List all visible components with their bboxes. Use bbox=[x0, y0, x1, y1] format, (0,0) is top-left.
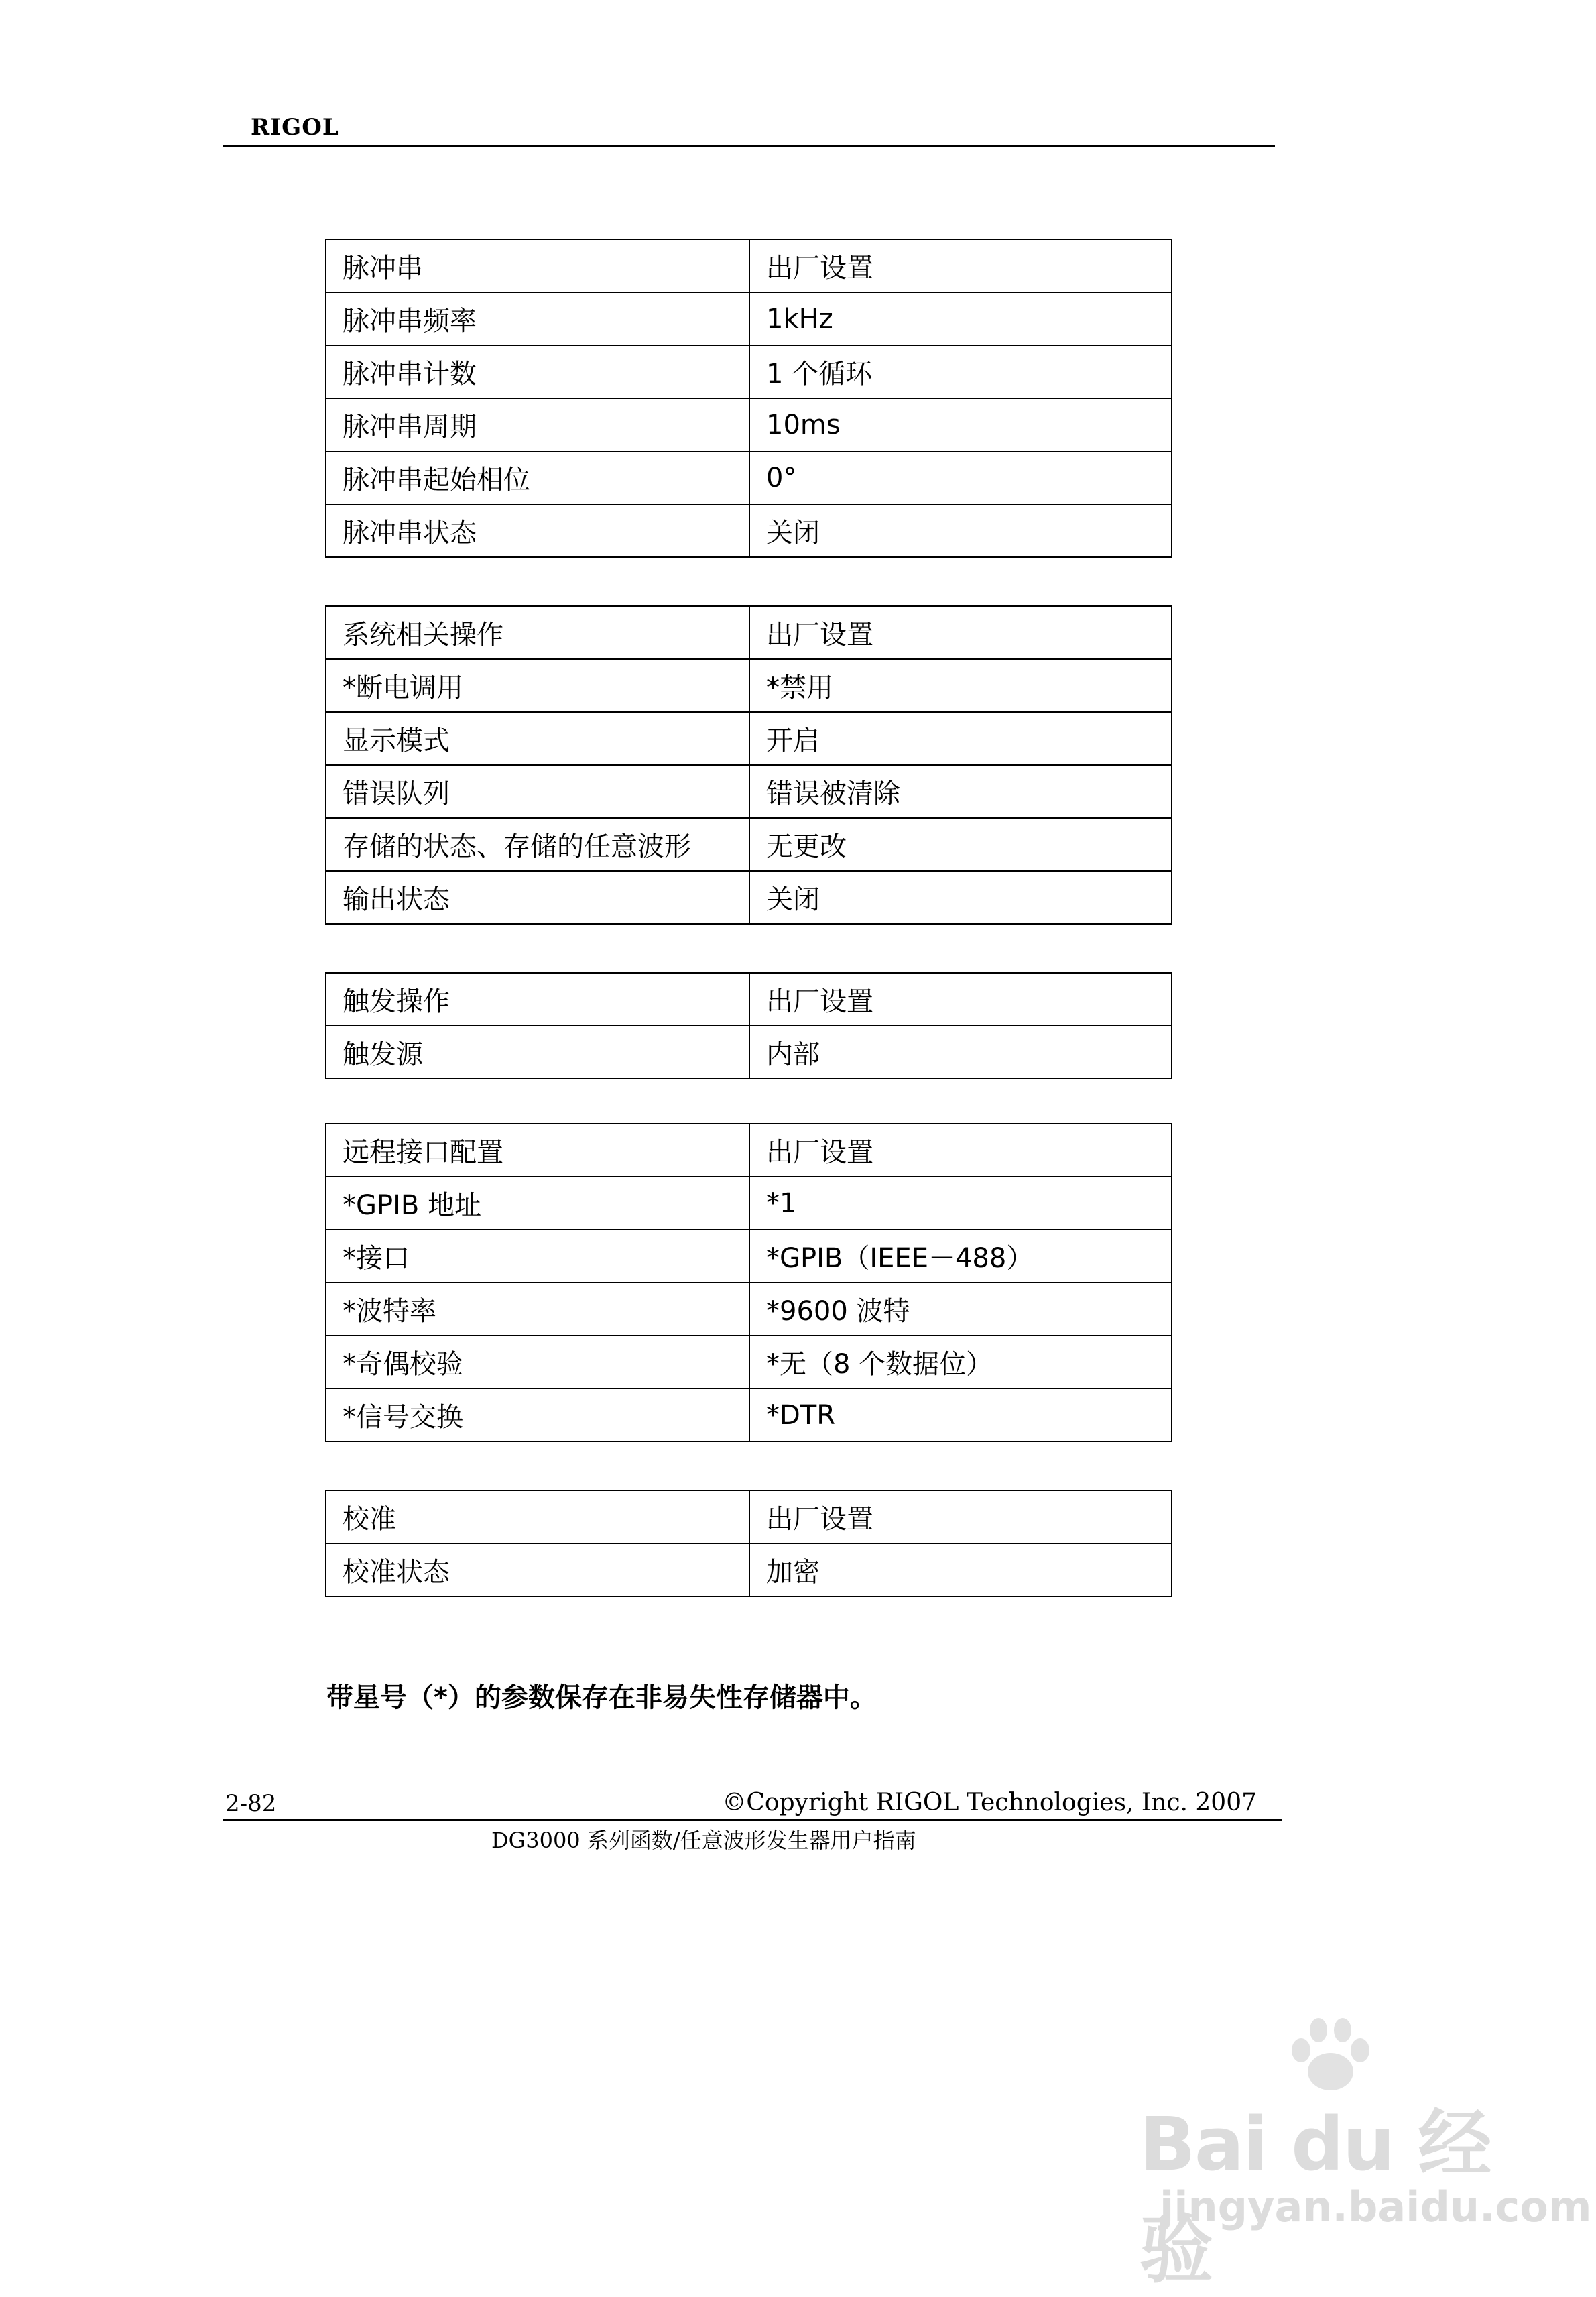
table-cell: 错误队列 bbox=[326, 765, 749, 818]
table-cell: 存储的状态、存储的任意波形 bbox=[326, 818, 749, 871]
page-number: 2-82 bbox=[225, 1790, 277, 1817]
table-header-cell: 出厂设置 bbox=[749, 239, 1172, 292]
table-cell: 10ms bbox=[749, 398, 1172, 451]
table-header-cell: 出厂设置 bbox=[749, 1124, 1172, 1177]
table-row bbox=[326, 1389, 1172, 1441]
table-cell: 加密 bbox=[749, 1543, 1172, 1596]
table-header-row bbox=[326, 606, 1172, 659]
pulse-burst-table bbox=[325, 239, 1172, 558]
nonvolatile-note: 带星号（*）的参数保存在非易失性存储器中。 bbox=[326, 1682, 877, 1713]
table-row bbox=[326, 1543, 1172, 1596]
table-cell: 脉冲串周期 bbox=[326, 398, 749, 451]
table-row bbox=[326, 871, 1172, 924]
calibration-table bbox=[325, 1490, 1172, 1597]
remote-interface-table bbox=[325, 1123, 1172, 1442]
table-row bbox=[326, 1336, 1172, 1389]
header-brand: RIGOL bbox=[251, 114, 339, 141]
watermark-brand: Bai du 经验 bbox=[1140, 2101, 1491, 2293]
table-header-cell: 校准 bbox=[326, 1490, 749, 1543]
table-header-row bbox=[326, 973, 1172, 1026]
table-header-cell: 出厂设置 bbox=[749, 1490, 1172, 1543]
table-header-cell: 脉冲串 bbox=[326, 239, 749, 292]
table-header-row bbox=[326, 1490, 1172, 1543]
table-cell: *9600 波特 bbox=[749, 1283, 1172, 1336]
table-row bbox=[326, 292, 1172, 345]
table-cell: 关闭 bbox=[749, 504, 1172, 557]
table-row bbox=[326, 1177, 1172, 1230]
table-row bbox=[326, 1283, 1172, 1336]
table-header-row bbox=[326, 1124, 1172, 1177]
table-cell: *信号交换 bbox=[326, 1389, 749, 1441]
table-row bbox=[326, 504, 1172, 557]
header-rule bbox=[223, 145, 1275, 147]
baidu-jingyan-watermark bbox=[1140, 2011, 1592, 2293]
table-cell: 1 个循环 bbox=[749, 345, 1172, 398]
table-row bbox=[326, 765, 1172, 818]
copyright-text: ©Copyright RIGOL Technologies, Inc. 2007 bbox=[722, 1789, 1257, 1816]
footer-rule bbox=[223, 1819, 1282, 1821]
table-row bbox=[326, 818, 1172, 871]
watermark-url: jingyan.baidu.com bbox=[1160, 2182, 1592, 2231]
table-row bbox=[326, 712, 1172, 765]
table-cell: 错误被清除 bbox=[749, 765, 1172, 818]
table-header-cell: 远程接口配置 bbox=[326, 1124, 749, 1177]
table-cell: *断电调用 bbox=[326, 659, 749, 712]
table-cell: *1 bbox=[749, 1177, 1172, 1230]
table-cell: 内部 bbox=[749, 1026, 1172, 1079]
table-cell: 输出状态 bbox=[326, 871, 749, 924]
table-row bbox=[326, 1230, 1172, 1283]
table-header-cell: 出厂设置 bbox=[749, 606, 1172, 659]
table-header-cell: 系统相关操作 bbox=[326, 606, 749, 659]
table-row bbox=[326, 345, 1172, 398]
table-cell: *DTR bbox=[749, 1389, 1172, 1441]
table-cell: 脉冲串频率 bbox=[326, 292, 749, 345]
table-cell: *无（8 个数据位） bbox=[749, 1336, 1172, 1389]
table-cell: 校准状态 bbox=[326, 1543, 749, 1596]
table-row bbox=[326, 398, 1172, 451]
table-cell: 触发源 bbox=[326, 1026, 749, 1079]
table-cell: *接口 bbox=[326, 1230, 749, 1283]
table-cell: 开启 bbox=[749, 712, 1172, 765]
table-cell: 显示模式 bbox=[326, 712, 749, 765]
table-cell: *奇偶校验 bbox=[326, 1336, 749, 1389]
table-cell: *GPIB（IEEE－488） bbox=[749, 1230, 1172, 1283]
table-row bbox=[326, 659, 1172, 712]
table-header-cell: 触发操作 bbox=[326, 973, 749, 1026]
table-cell: 脉冲串计数 bbox=[326, 345, 749, 398]
trigger-operations-table bbox=[325, 972, 1172, 1079]
table-row bbox=[326, 1026, 1172, 1079]
table-header-row bbox=[326, 239, 1172, 292]
document-title: DG3000 系列函数/任意波形发生器用户指南 bbox=[491, 1828, 916, 1853]
table-cell: 1kHz bbox=[749, 292, 1172, 345]
table-header-cell: 出厂设置 bbox=[749, 973, 1172, 1026]
system-operations-table bbox=[325, 605, 1172, 925]
table-cell: 关闭 bbox=[749, 871, 1172, 924]
table-cell: 无更改 bbox=[749, 818, 1172, 871]
table-cell: 脉冲串状态 bbox=[326, 504, 749, 557]
table-cell: 0° bbox=[749, 451, 1172, 504]
table-cell: *波特率 bbox=[326, 1283, 749, 1336]
table-cell: 脉冲串起始相位 bbox=[326, 451, 749, 504]
table-row bbox=[326, 451, 1172, 504]
table-cell: *GPIB 地址 bbox=[326, 1177, 749, 1230]
table-cell: *禁用 bbox=[749, 659, 1172, 712]
